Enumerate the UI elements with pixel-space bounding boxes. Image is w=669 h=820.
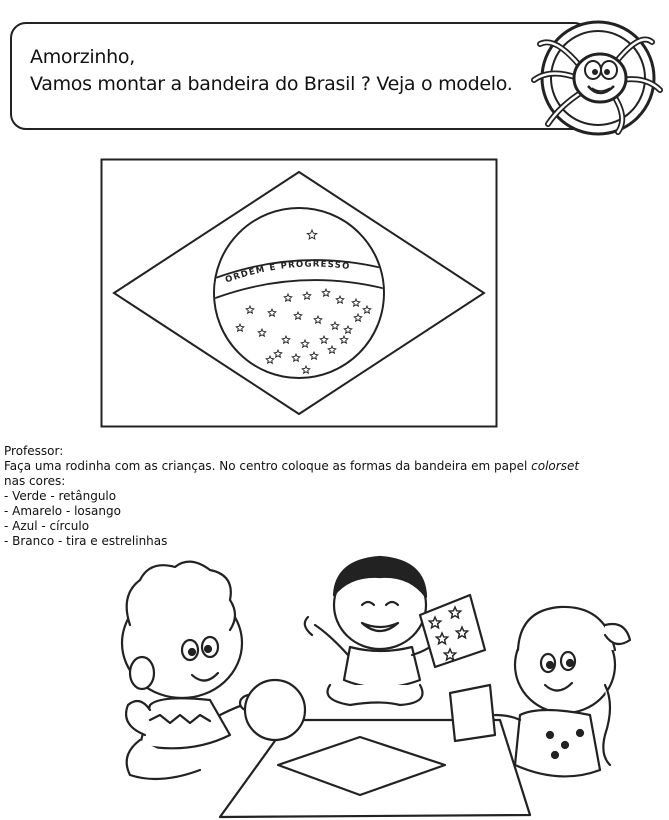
instructions-line1-text: Faça uma rodinha com as crianças. No centro coloque as formas da bandeira em papel xyxy=(4,459,532,473)
instructions-line1-italic: colorset xyxy=(531,459,580,473)
color-list-item: - Azul - círculo xyxy=(4,519,90,533)
instructions-line1 xyxy=(4,459,579,474)
color-list-item: - Amarelo - losango xyxy=(4,504,121,518)
spider-mascot-icon xyxy=(520,6,668,146)
brazil-flag-model xyxy=(100,158,498,428)
message-text: Vamos montar a bandeira do Brasil ? Veja o modelo. xyxy=(30,73,513,95)
instructions-line2: nas cores: xyxy=(4,474,66,488)
children-scene-illustration xyxy=(100,555,669,820)
flag-circle xyxy=(214,208,384,378)
boy-left xyxy=(122,562,260,779)
teacher-instructions xyxy=(4,444,579,549)
bubble-text xyxy=(30,44,512,98)
color-list-item: - Verde - retângulo xyxy=(4,489,117,503)
speech-bubble xyxy=(10,22,590,130)
flag-motto: ORDEM E PROGRESSO xyxy=(224,259,352,286)
instructions-heading: Professor: xyxy=(4,444,64,458)
greeting-text: Amorzinho, xyxy=(30,46,135,68)
ball-circle xyxy=(245,680,305,740)
color-list-item: - Branco - tira e estrelinhas xyxy=(4,534,168,548)
